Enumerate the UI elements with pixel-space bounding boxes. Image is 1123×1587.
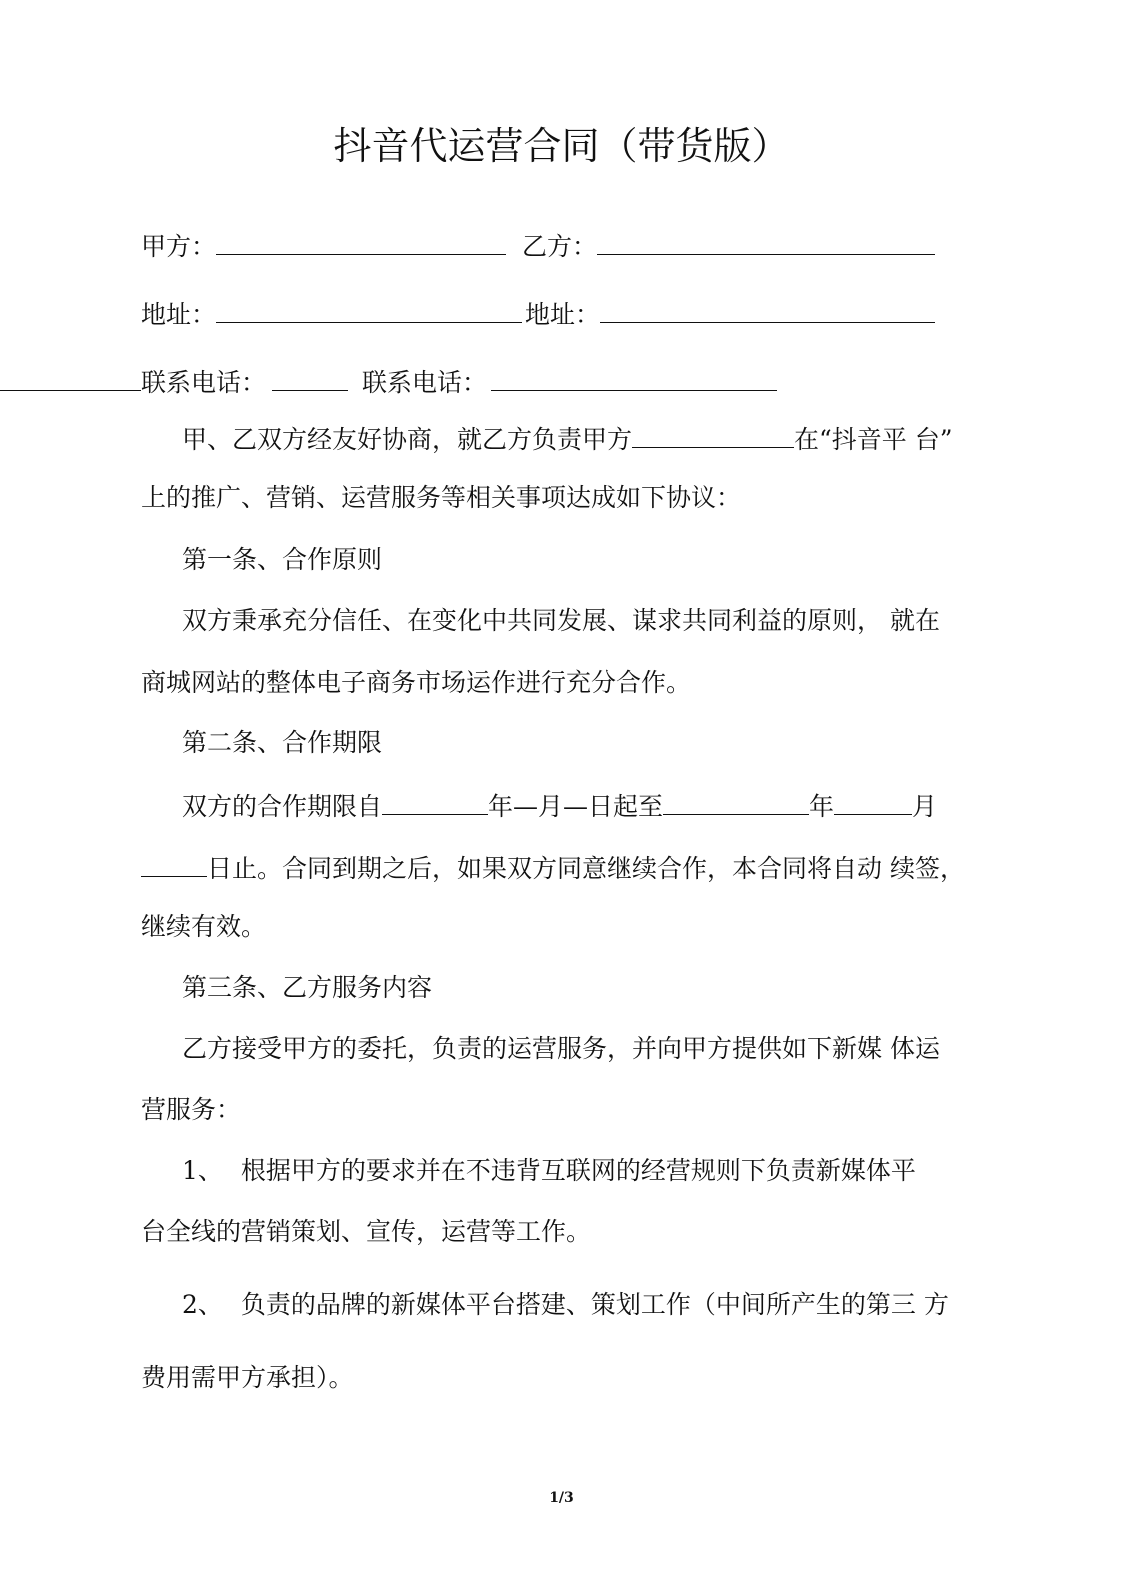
party-a-label: 甲方： <box>141 232 217 261</box>
intro-line-1 <box>182 421 953 456</box>
address-a-label: 地址： <box>141 300 217 329</box>
service-item-2 <box>182 1289 949 1321</box>
article-3-line-1: 乙方接受甲方的委托，负责的运营服务，并向甲方提供如下新媒 体运 <box>182 1034 940 1063</box>
article-3-heading: 第三条、乙方服务内容 <box>182 973 433 1002</box>
phone-a-label: 联系电话： <box>141 368 267 397</box>
phone-a-blank <box>272 364 348 391</box>
intro-text-2: 在“抖音平 台” <box>794 425 953 454</box>
party-a-line <box>141 228 506 263</box>
page-number: 1/3 <box>549 1490 574 1506</box>
article-1-line-1: 双方秉承充分信任、在变化中共同发展、谋求共同利益的原则， 就在 <box>182 606 940 635</box>
item-text: 根据甲方的要求并在不违背互联网的经营规则下负责新媒体平 <box>240 1156 916 1185</box>
end-year-blank <box>663 788 809 815</box>
start-year-blank <box>382 788 488 815</box>
address-b-blank <box>600 296 935 323</box>
term-text: 双方的合作期限自 <box>182 792 383 821</box>
end-day-blank <box>141 850 207 877</box>
service-item-1-cont: 台全线的营销策划、宣传，运营等工作。 <box>141 1217 592 1246</box>
month-text: 月 <box>912 792 938 821</box>
article-2-line-1 <box>182 788 937 823</box>
address-b-line <box>525 296 935 331</box>
intro-text: 甲、乙双方经友好协商，就乙方负责甲方 <box>182 425 633 454</box>
party-b-blank <box>597 228 935 255</box>
year-text: 年 <box>809 792 835 821</box>
article-3-line-2: 营服务： <box>141 1095 242 1124</box>
service-item-2-cont: 费用需甲方承担）。 <box>141 1363 354 1392</box>
service-item-1 <box>182 1155 916 1187</box>
item-number: 2、 <box>182 1290 223 1319</box>
intro-blank <box>632 421 794 448</box>
phone-b-label: 联系电话： <box>362 368 488 397</box>
article-1-line-2: 商城网站的整体电子商务市场运作进行充分合作。 <box>141 668 692 697</box>
address-b-label: 地址： <box>525 300 601 329</box>
item-text: 负责的品牌的新媒体平台搭建、策划工作（中间所产生的第三 方 <box>240 1290 949 1319</box>
item-number: 1、 <box>182 1156 223 1185</box>
address-a-line <box>141 296 522 331</box>
article-2-line-2 <box>141 850 965 885</box>
document-title: 抖音代运营合同（带货版） <box>333 124 790 168</box>
term-text-2: 年—月—日起至 <box>488 792 664 821</box>
term-text-3: 日止。合同到期之后，如果双方同意继续合作，本合同将自动 续签， <box>207 854 965 883</box>
article-1-heading: 第一条、合作原则 <box>182 545 383 574</box>
party-a-blank <box>216 228 506 255</box>
party-b-label: 乙方： <box>522 232 598 261</box>
party-b-line <box>522 228 935 263</box>
article-2-line-3: 继续有效。 <box>141 912 267 941</box>
intro-line-2: 上的推广、营销、运营服务等相关事项达成如下协议： <box>141 483 742 512</box>
phone-b-blank <box>491 364 777 391</box>
article-2-heading: 第二条、合作期限 <box>182 728 383 757</box>
address-a-blank <box>216 296 522 323</box>
end-month-blank <box>834 788 912 815</box>
phone-leading-blank <box>0 364 141 391</box>
phone-line <box>0 364 777 399</box>
